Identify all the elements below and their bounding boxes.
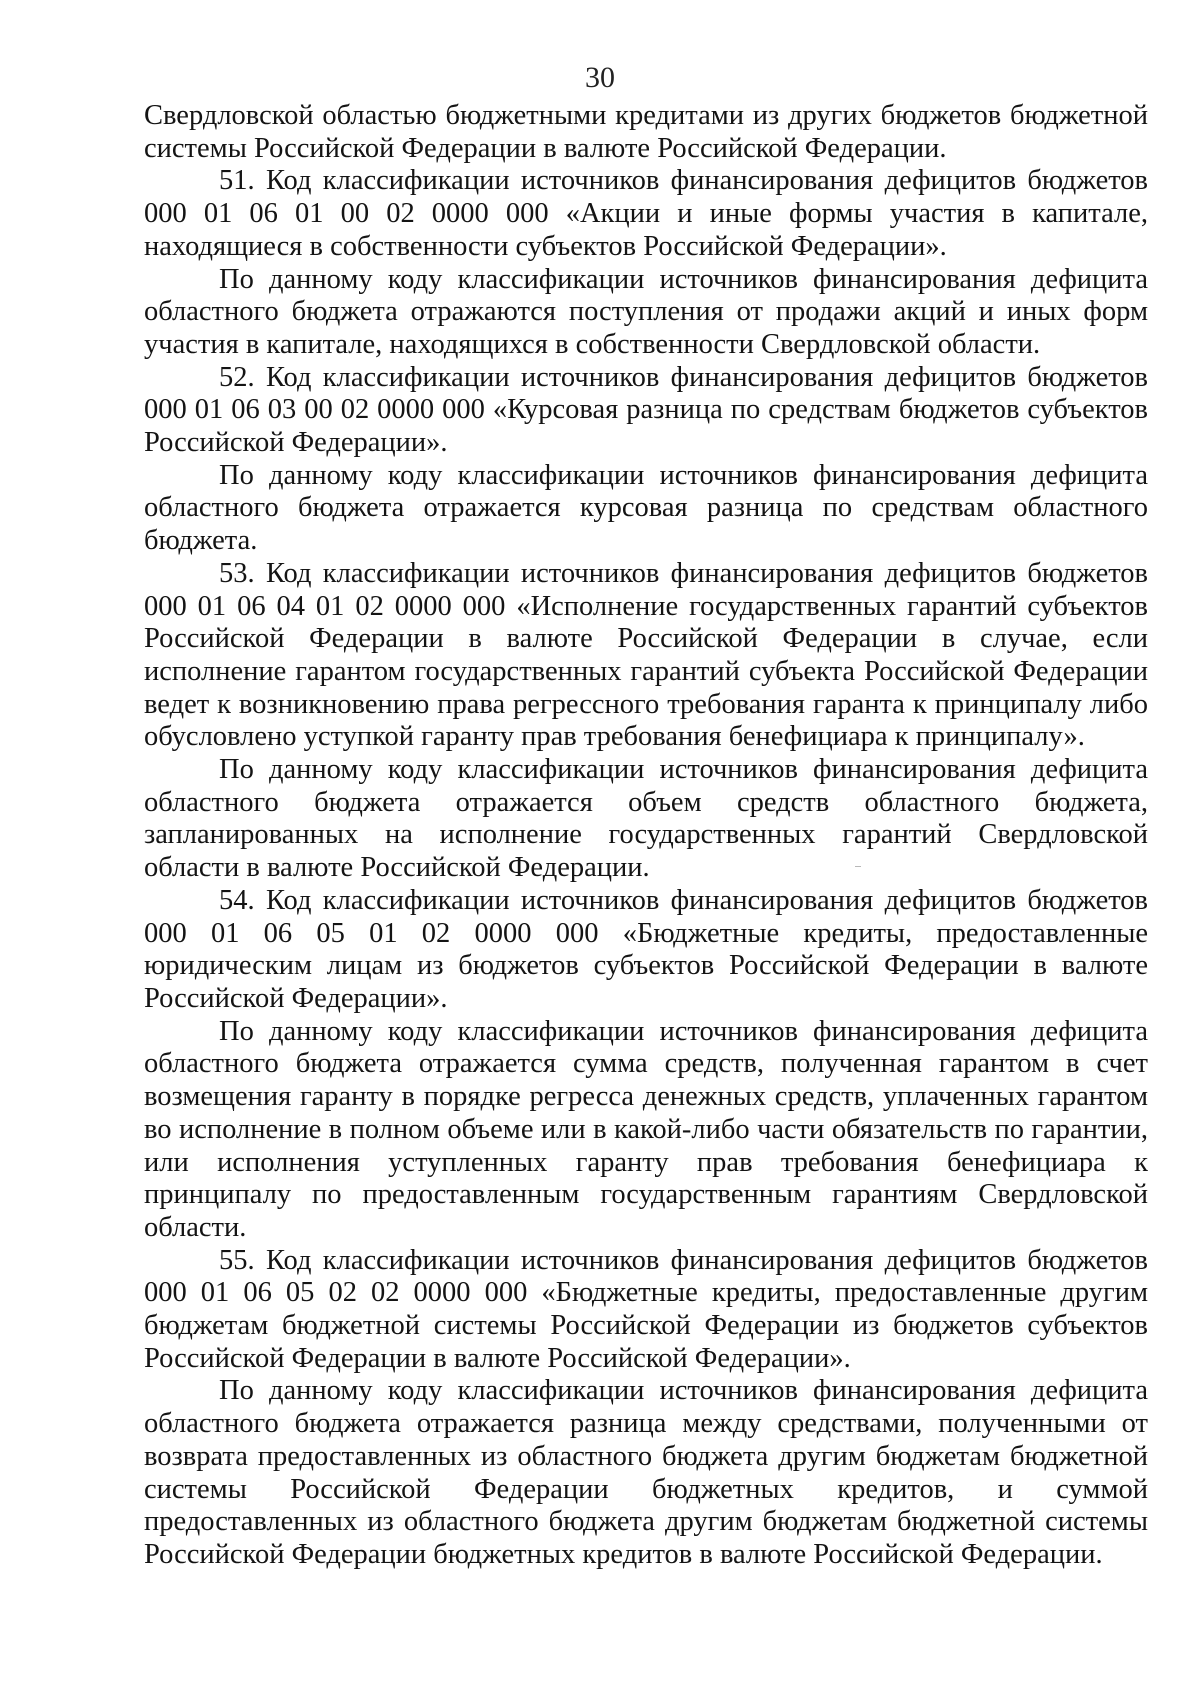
paragraph-item-52-description: По данному коду классификации источников финансирования дефицита областного бюджета отражается курсовая разница по средствам областного бюджета. [144, 459, 1148, 557]
paragraph-item-51: 51. Код классификации источников финансирования дефицитов бюджетов 000 01 06 01 00 02 0000 000 «Акции и иные формы участия в капитале, находящиеся в собственности субъектов Российской Федерации». [144, 165, 1148, 262]
document-body [144, 100, 1148, 1572]
paragraph-item-51-description: По данному коду классификации источников финансирования дефицита областного бюджета отражаются поступления от продажи акций и иных форм участия в капитале, находящихся в собственности Свердловской области. [144, 263, 1148, 360]
paragraph-continuation: Свердловской областью бюджетными кредитами из других бюджетов бюджетной системы Российской Федерации в валюте Российской Федерации. [144, 100, 1148, 164]
paragraph-item-52: 52. Код классификации источников финансирования дефицитов бюджетов 000 01 06 03 00 02 0000 000 «Курсовая разница по средствам бюджетов субъектов Российской Федерации». [144, 361, 1148, 459]
scan-artifact [855, 866, 861, 867]
paragraph-item-55-description: По данному коду классификации источников финансирования дефицита областного бюджета отражается разница между средствами, полученными от возврата предоставленных из областного бюджета другим бюджетам бюджетной системы Российской Федерации бюджетных кредитов, и суммой предоставленных из областного бюджета другим бюджетам бюджетной системы Российской Федерации бюджетных кредитов в валюте Российской Федерации. [144, 1375, 1148, 1570]
paragraph-item-53: 53. Код классификации источников финансирования дефицитов бюджетов 000 01 06 04 01 02 0000 000 «Исполнение государственных гарантий субъектов Российской Федерации в валюте Российской Федерации в случае, если исполнение гарантом государственных гарантий субъекта Российской Федерации ведет к возникновению права регрессного требования гаранта к принципалу либо обусловлено уступкой гаранту прав требования бенефициара к принципалу». [144, 557, 1148, 753]
paragraph-item-53-description: По данному коду классификации источников финансирования дефицита областного бюджета отражается объем средств областного бюджета, запланированных на исполнение государственных гарантий Свердловской области в валюте Российской Федерации. [144, 754, 1148, 884]
paragraph-item-54: 54. Код классификации источников финансирования дефицитов бюджетов 000 01 06 05 01 02 0000 000 «Бюджетные кредиты, предоставленные юридическим лицам из бюджетов субъектов Российской Федерации в валюте Российской Федерации». [144, 884, 1148, 1014]
paragraph-item-54-description: По данному коду классификации источников финансирования дефицита областного бюджета отражается сумма средств, полученная гарантом в счет возмещения гаранту в порядке регресса денежных средств, уплаченных гарантом во исполнение в полном объеме или в какой-либо части обязательств по гарантии, или исполнения уступленных гаранту прав требования бенефициара к принципалу по предоставленным государственным гарантиям Свердловской области. [144, 1015, 1148, 1243]
page-number: 30 [585, 61, 615, 94]
paragraph-item-55: 55. Код классификации источников финансирования дефицитов бюджетов 000 01 06 05 02 02 0000 000 «Бюджетные кредиты, предоставленные другим бюджетам бюджетной системы Российской Федерации из бюджетов субъектов Российской Федерации в валюте Российской Федерации». [144, 1244, 1148, 1374]
